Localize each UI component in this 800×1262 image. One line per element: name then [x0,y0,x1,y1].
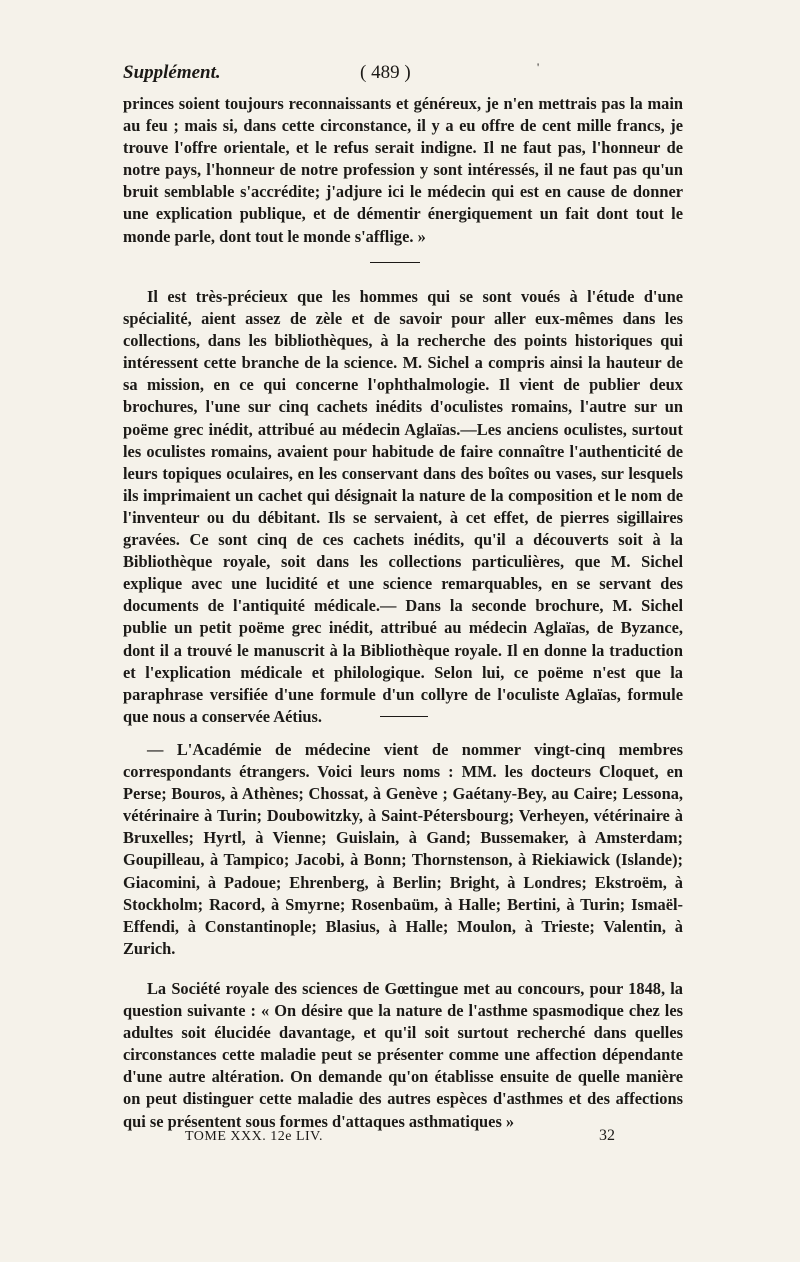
section-divider [370,262,420,263]
section-divider [380,716,428,717]
paragraph-text: — L'Académie de médecine vient de nommer vingt-cinq membres correspondants étrangers. Voici leurs noms : MM. les docteurs Cloquet, en Perse; Bouros, à Athènes; Chossat, à Genève ; Gaétany-Bey, au Caire; Lessona, vétérinaire à Turin; Doubowitzky, à Saint-Pétersbourg; Verheyen, vétérinaire à Bruxelles; Hyrtl, à Vienne; Guislain, à Gand; Bussemaker, à Amsterdam; Goupilleau, à Tampico; Jacobi, à Bonn; Thornstenson, à Riekiawick (Islande); Giacomini, à Padoue; Ehrenberg, à Berlin; Bright, à Londres; Ekstroëm, à Stockholm; Racord, à Smyrne; Rosenbaüm, à Halle; Bertini, à Turin; Ismaël-Effendi, à Constantinople; Blasius, à Halle; Moulon, à Trieste; Valentin, à Zurich. [123,740,683,958]
paragraph-academie [123,739,683,960]
page-footer [185,1127,645,1151]
running-header [123,62,683,86]
paragraph-sichel [123,286,683,728]
paragraph-continuation [123,93,683,248]
paragraph-text: Il est très-précieux que les hommes qui se sont voués à l'étude d'une spécialité, aient assez de zèle et de savoir pour aller eux-mêmes dans les collections, dans les bibliothèques, à la recherche des points historiques qui intéressent cette branche de la science. M. Sichel a compris ainsi la hauteur de sa mission, en ce qui concerne l'ophthalmologie. Il vient de publier deux brochures, l'une sur cinq cachets inédits d'oculistes romains, l'autre sur un poëme grec inédit, attribué au médecin Aglaïas.—Les anciens oculistes, surtout les oculistes romains, avaient pour habitude de faire connaître l'authenticité de leurs topiques oculaires, en les conservant dans des boîtes ou vases, sur lesquels ils imprimaient un cachet qui désignait la nature de la composition et le nom de l'inventeur ou du débitant. Ils se servaient, à cet effet, de pierres sigillaires gravées. Ce sont cinq de ces cachets inédits, qu'il a découverts soit à la Bibliothèque royale, soit dans les collections particulières, que M. Sichel explique avec une lucidité et une science remarquables, en se servant des documents de l'antiquité médicale.— Dans la seconde brochure, M. Sichel publie un petit poëme grec inédit, attribué au médecin Aglaïas, de Byzance, dont il a trouvé le manuscrit à la Bibliothèque royale. Il en donne la traduction et l'explication médicale et philologique. Selon lui, ce poëme n'est que la paraphrase versifiée d'une formule d'un collyre de l'oculiste Aglaïas, formule que nous a conservée Aétius. [123,287,683,726]
header-mark: ' [537,60,540,74]
section-title: Supplément. [123,62,221,83]
page-number: ( 489 ) [360,62,411,83]
paragraph-goettingue [123,978,683,1133]
signature-mark: 32 [599,1127,615,1144]
volume-label: TOME XXX. 12e LIV. [185,1129,323,1144]
paragraph-text: La Société royale des sciences de Gœttingue met au concours, pour 1848, la question suivante : « On désire que la nature de l'asthme spasmodique chez les adultes soit élucidée davantage, et qu'il soit surtout recherché dans quelles circonstances cette maladie peut se présenter comme une affection dépendante d'une autre altération. On demande qu'on établisse ensuite de quelle manière on peut distinguer cette maladie des autres espèces d'asthmes et des affections qui se présentent sous formes d'attaques asthmatiques » [123,979,683,1131]
paragraph-text: princes soient toujours reconnaissants et généreux, je n'en mettrais pas la main au feu ; mais si, dans cette circonstance, il y a eu offre de cent mille francs, je trouve l'offre orientale, et le refus serait indigne. Il ne faut pas, l'honneur de notre pays, l'honneur de notre profession y sont intéressés, il ne faut pas qu'un bruit semblable s'accrédite; j'adjure ici le médecin qui est en cause de donner une explication publique, et de démentir énergiquement un fait dont tout le monde parle, dont tout le monde s'afflige. » [123,94,683,246]
